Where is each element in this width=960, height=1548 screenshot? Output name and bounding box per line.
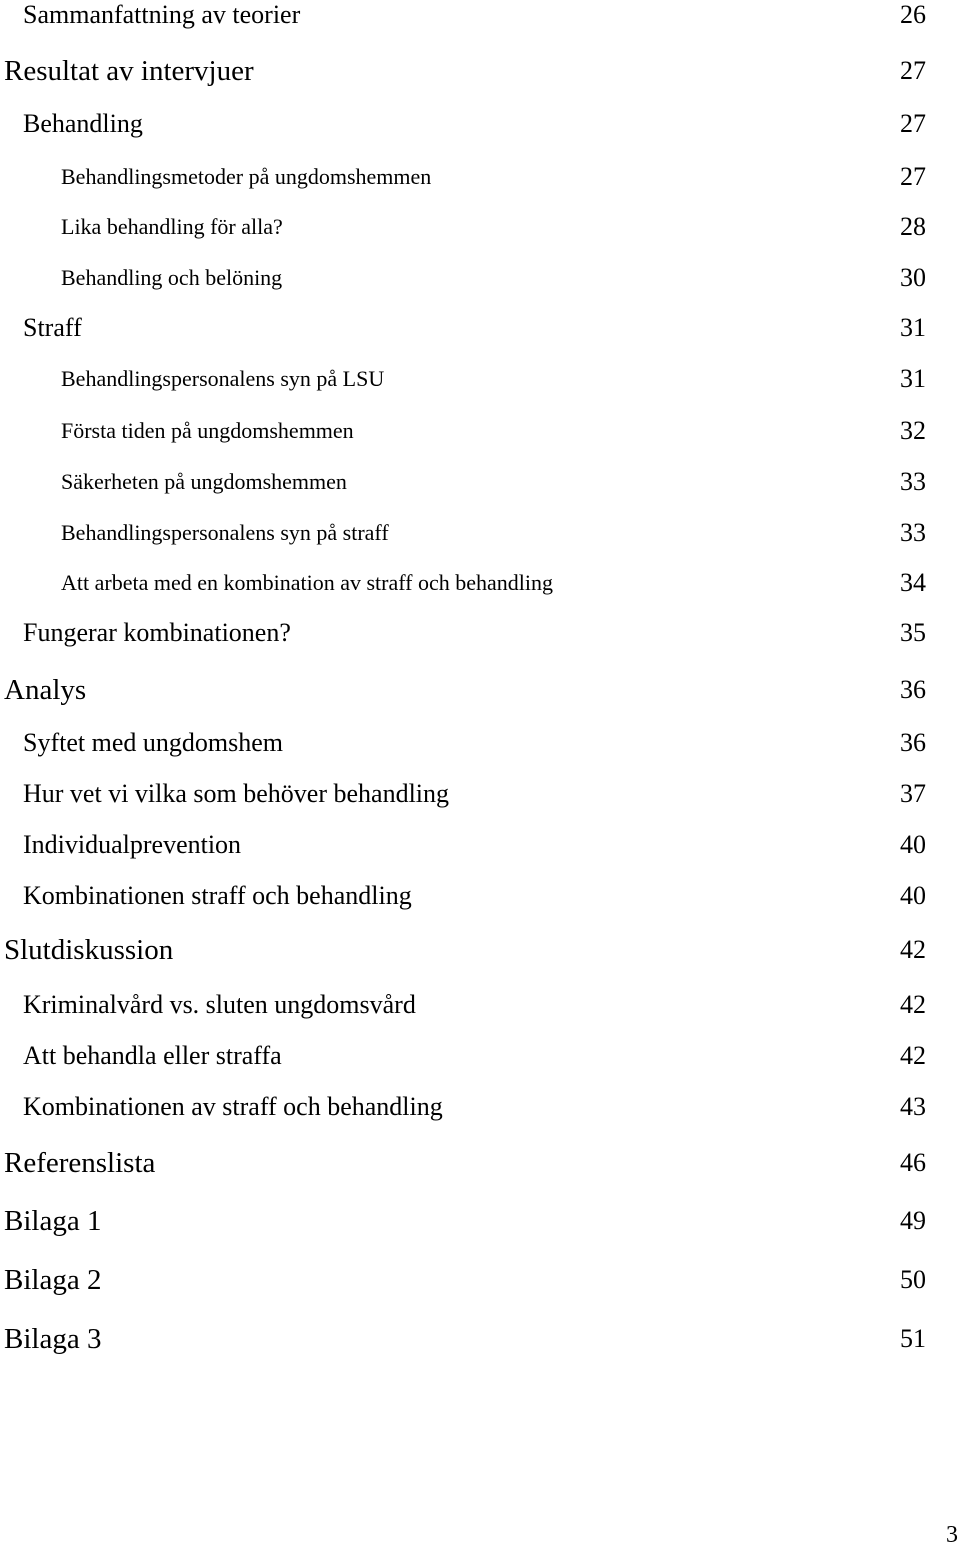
toc-entry-page: 27 — [900, 162, 926, 191]
toc-entry-page: 46 — [900, 1148, 926, 1177]
toc-entry-page: 36 — [900, 675, 926, 704]
toc-entry-title: Behandlingspersonalens syn på straff — [61, 520, 389, 545]
toc-entry-title: Att arbeta med en kombination av straff och behandling — [61, 570, 554, 595]
toc-entry-title: Bilaga 3 — [4, 1323, 102, 1355]
toc-entry-page: 36 — [900, 728, 926, 757]
toc-entry-page: 43 — [900, 1092, 926, 1121]
toc-entry-page: 51 — [900, 1324, 926, 1353]
toc-entry-title: Första tiden på ungdomshemmen — [61, 418, 354, 443]
toc-entry-title: Säkerheten på ungdomshemmen — [61, 469, 347, 494]
toc-entry-page: 31 — [900, 313, 926, 342]
toc-entry-page: 34 — [900, 568, 926, 597]
toc-entry-title: Straff — [23, 313, 82, 342]
toc-entry-title: Syftet med ungdomshem — [23, 728, 283, 757]
toc-entry-title: Att behandla eller straffa — [23, 1041, 282, 1070]
toc-entry-page: 42 — [900, 990, 926, 1019]
toc-entry-title: Bilaga 2 — [4, 1264, 102, 1296]
toc-entry-page: 40 — [900, 881, 926, 910]
toc-entry-page: 37 — [900, 779, 926, 808]
toc-entry-title: Slutdiskussion — [4, 934, 174, 966]
toc-entry-title: Behandlingspersonalens syn på LSU — [61, 366, 385, 391]
toc-entry-title: Lika behandling för alla? — [61, 214, 283, 239]
toc-entry-title: Behandling — [23, 109, 143, 138]
toc-entry-title: Resultat av intervjuer — [4, 55, 254, 87]
toc-entry-page: 49 — [900, 1206, 926, 1235]
toc-entry-page: 32 — [900, 416, 926, 445]
toc-entry-title: Individualprevention — [23, 830, 242, 859]
toc-entry-title: Kombinationen straff och behandling — [23, 881, 412, 910]
toc-entry-page: 27 — [900, 56, 926, 85]
toc-entry-page: 40 — [900, 830, 926, 859]
toc-entry-page: 33 — [900, 467, 926, 496]
toc-entry-page: 50 — [900, 1265, 926, 1294]
toc-entry-page: 28 — [900, 212, 926, 241]
toc-entry-title: Referenslista — [4, 1147, 156, 1179]
toc-entry-title: Behandlingsmetoder på ungdomshemmen — [61, 164, 432, 189]
toc-entry-title: Kombinationen av straff och behandling — [23, 1092, 443, 1121]
toc-entry-title: Fungerar kombinationen? — [23, 618, 291, 647]
page-number: 3 — [946, 1522, 958, 1548]
toc-entry-page: 42 — [900, 1041, 926, 1070]
toc-entry-page: 27 — [900, 109, 926, 138]
toc-entry-title: Kriminalvård vs. sluten ungdomsvård — [23, 990, 416, 1019]
toc-entry-title: Bilaga 1 — [4, 1205, 102, 1237]
toc-entry-page: 35 — [900, 618, 926, 647]
toc-entry-title: Hur vet vi vilka som behöver behandling — [23, 779, 450, 808]
toc-entry-page: 33 — [900, 518, 926, 547]
toc-entry-page: 30 — [900, 263, 926, 292]
toc-entry-title: Analys — [4, 674, 87, 706]
toc-entry-page: 31 — [900, 364, 926, 393]
toc-entry-page: 42 — [900, 935, 926, 964]
toc-entry-title: Sammanfattning av teorier — [23, 0, 301, 29]
toc-entry-title: Behandling och belöning — [61, 265, 283, 290]
toc-entry-page: 26 — [900, 0, 926, 29]
